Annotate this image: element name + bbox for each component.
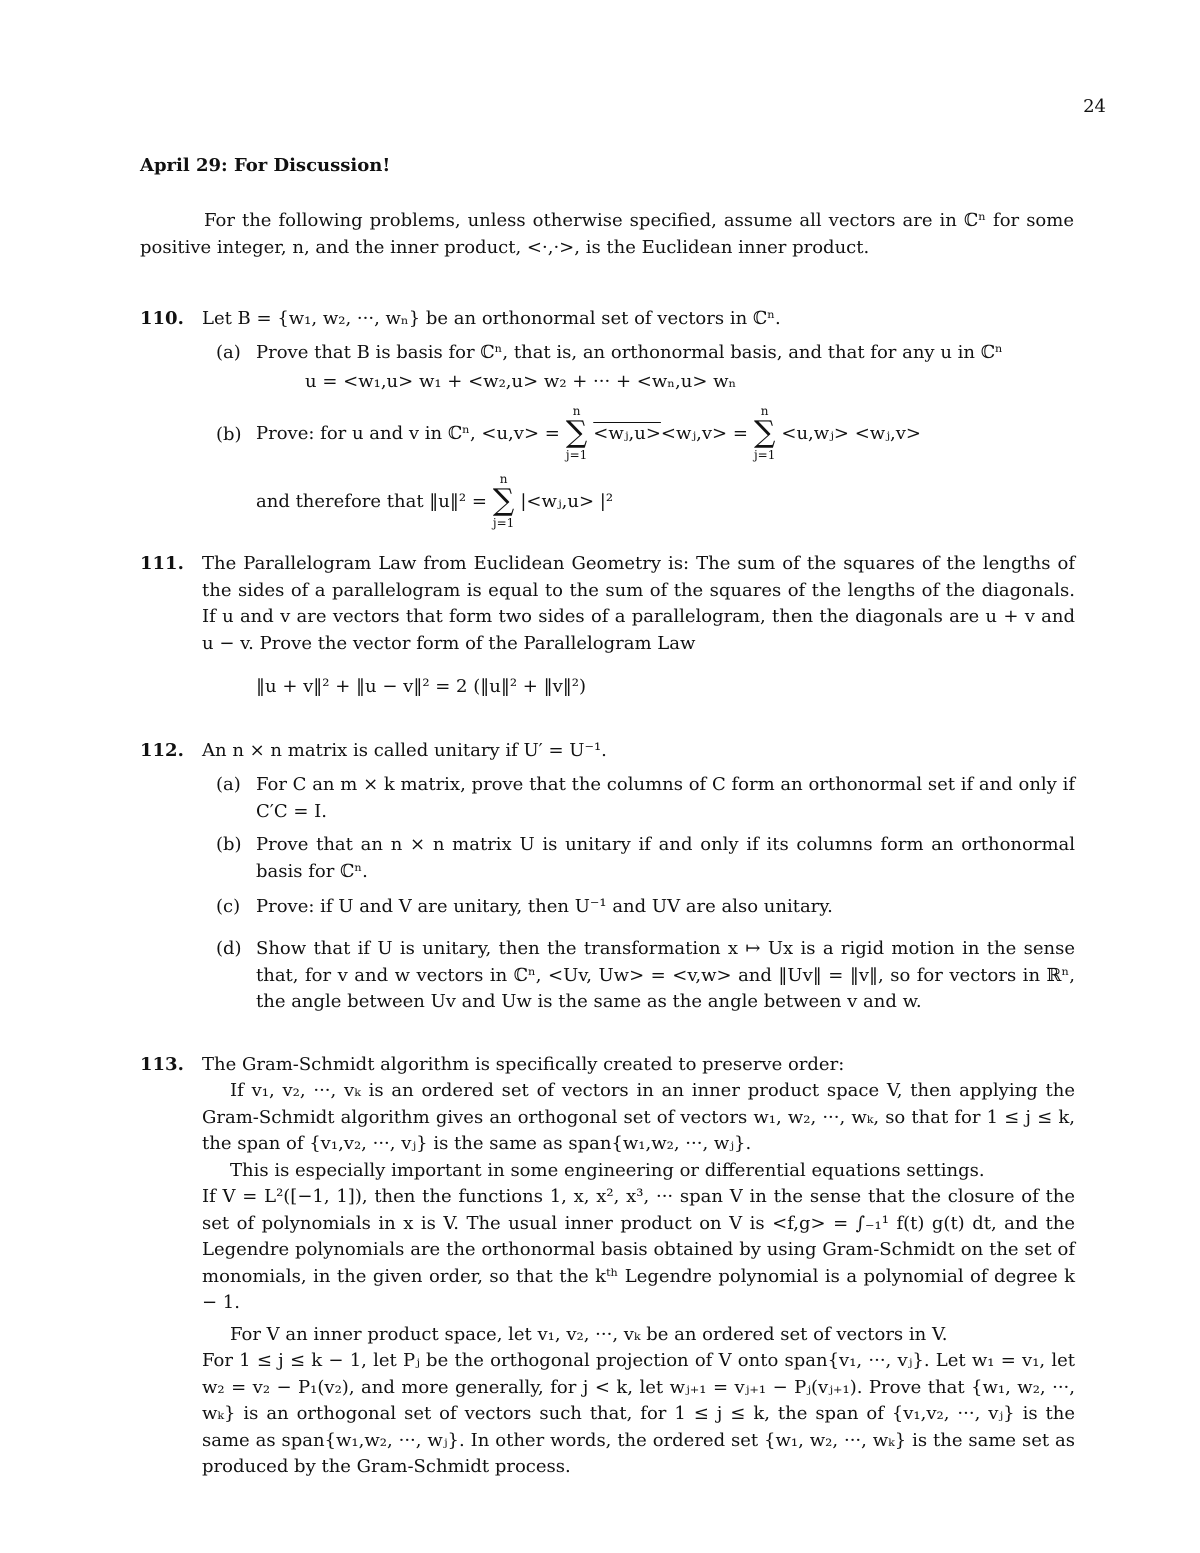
- problem-111-number: 111.: [140, 553, 184, 574]
- sum-symbol-2: n ∑ j=1: [753, 404, 776, 462]
- sum-symbol-3: n ∑ j=1: [492, 472, 515, 530]
- page-number: 24: [1083, 96, 1106, 117]
- problem-111-text: The Parallelogram Law from Euclidean Geometry is: The sum of the squares of the lengths of the sides of a parallelogram is equal to the sum of the squares of the lengths of the diagonals. If u and v are vectors that form two sides of a parallelogram, then the diagonals are u + v and u − v. Prove the vector form of the Parallelogram Law: [202, 553, 1075, 654]
- problem-112c-text: Prove: if U and V are unitary, then U⁻¹ and UV are also unitary.: [256, 896, 833, 917]
- problem-110b-norm-equation: [256, 464, 613, 538]
- problem-112a-text: For C an m × k matrix, prove that the columns of C form an orthonormal set if and only if C′C = I.: [256, 774, 1075, 822]
- problem-110b-equation: [256, 396, 921, 470]
- problem-112-number: 112.: [140, 740, 184, 761]
- conjugate-term: <wⱼ,u>: [593, 422, 661, 444]
- problem-112d-text: Show that if U is unitary, then the transformation x ↦ Ux is a rigid motion in the sense that, for v and w vectors in ℂⁿ, <Uv, Uw> = <v,w> and ‖Uv‖ = ‖v‖, so for vectors in ℝⁿ, the angle between Uv and Uw is the same as the angle between v and w.: [256, 938, 1075, 1012]
- problem-110-stem: Let B = {w₁, w₂, ···, wₙ} be an orthonormal set of vectors in ℂⁿ.: [202, 308, 781, 329]
- problem-110a-label: (a): [216, 342, 241, 363]
- problem-110b-text: Prove: for u and v in ℂⁿ, <u,v> =: [256, 422, 560, 444]
- problem-113-para3: If V = L²([−1, 1]), then the functions 1, x, x², x³, ··· span V in the sense that the closure of the set of polynomials in x is V. The usual inner product on V is <f,g> = ∫₋₁¹ f(t) g(t) dt, and the Legendre polynomials are the orthonormal basis obtained by using Gram-Schmidt on the set of monomials, in the given order, so that the kᵗʰ Legendre polynomial is a polynomial of degree k − 1.: [202, 1186, 1075, 1313]
- problem-110b-term2: <u,wⱼ> <wⱼ,v>: [781, 422, 921, 444]
- problem-111-equation: ‖u + v‖² + ‖u − v‖² = 2 (‖u‖² + ‖v‖²): [256, 676, 586, 697]
- problem-110b-term3: |<wⱼ,u> |²: [520, 490, 614, 512]
- problem-113-lead: The Gram-Schmidt algorithm is specifically created to preserve order:: [202, 1054, 845, 1075]
- intro-paragraph: For the following problems, unless otherwise specified, assume all vectors are in ℂⁿ for some positive integer, n, and the inner product, <·,·>, is the Euclidean inner product.: [140, 210, 1074, 258]
- problem-112a-label: (a): [216, 774, 241, 795]
- problem-113-para5: For 1 ≤ j ≤ k − 1, let Pⱼ be the orthogonal projection of V onto span{v₁, ···, vⱼ}. Let w₁ = v₁, let w₂ = v₂ − P₁(v₂), and more generally, for j < k, let wⱼ₊₁ = vⱼ₊₁ − Pⱼ(vⱼ₊₁). Prove that {w₁, w₂, ···, wₖ} is an orthogonal set of vectors such that, for 1 ≤ j ≤ k, the span of {v₁,v₂, ···, vⱼ} is the same as span{w₁,w₂, ···, wⱼ}. In other words, the ordered set {w₁, w₂, ···, wₖ} is the same set as produced by the Gram-Schmidt process.: [202, 1350, 1075, 1477]
- problem-110a-text: Prove that B is basis for ℂⁿ, that is, an orthonormal basis, and that for any u in ℂⁿ: [256, 342, 1003, 363]
- problem-110b-label: (b): [216, 424, 242, 445]
- problem-112-stem: An n × n matrix is called unitary if U′ = U⁻¹.: [202, 740, 607, 761]
- problem-112b-text: Prove that an n × n matrix U is unitary if and only if its columns form an orthonormal basis for ℂⁿ.: [256, 834, 1075, 882]
- sum-symbol-1: n ∑ j=1: [565, 404, 588, 462]
- problem-110b-term: <wⱼ,v> =: [660, 422, 748, 444]
- problem-112b-label: (b): [216, 834, 242, 855]
- problem-113-para2: This is especially important in some engineering or differential equations settings.: [230, 1160, 985, 1181]
- problem-112d-label: (d): [216, 938, 242, 959]
- problem-112c-label: (c): [216, 896, 241, 917]
- problem-110b-text2: and therefore that ‖u‖² =: [256, 490, 487, 512]
- problem-113-para4: For V an inner product space, let v₁, v₂, ···, vₖ be an ordered set of vectors in V.: [230, 1324, 948, 1345]
- section-title: April 29: For Discussion!: [140, 155, 391, 176]
- problem-110a-equation: u = <w₁,u> w₁ + <w₂,u> w₂ + ··· + <wₙ,u> wₙ: [305, 371, 737, 392]
- problem-110-number: 110.: [140, 308, 184, 329]
- problem-113-number: 113.: [140, 1054, 184, 1075]
- problem-113-para1: If v₁, v₂, ···, vₖ is an ordered set of vectors in an inner product space V, then applying the Gram-Schmidt algorithm gives an orthogonal set of vectors w₁, w₂, ···, wₖ, so that for 1 ≤ j ≤ k, the span of {v₁,v₂, ···, vⱼ} is the same as span{w₁,w₂, ···, wⱼ}.: [202, 1080, 1075, 1154]
